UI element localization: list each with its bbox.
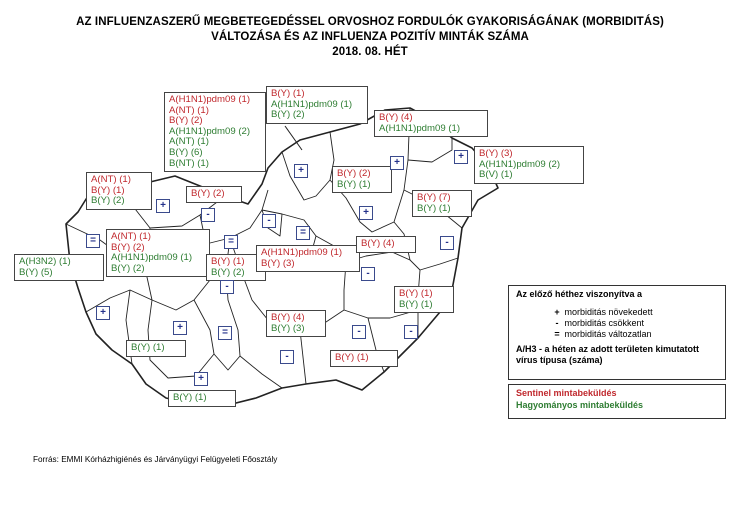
legend-increase-text: morbiditás növekedett xyxy=(564,307,653,317)
map-title-week: 2018. 08. HÉT xyxy=(332,46,408,58)
morbidity-marker-vas equals-icon: = xyxy=(86,234,100,248)
traditional-sample-line: B(Y) (3) xyxy=(271,322,305,334)
legend-box xyxy=(508,285,726,380)
traditional-sample-line: B(Y) (5) xyxy=(19,266,53,278)
county-label-hajdu xyxy=(412,190,472,217)
morbidity-marker-nograd plus-icon: + xyxy=(294,164,308,178)
sentinel-sample-line: A(H1N1)pdm09 (1) xyxy=(169,94,251,105)
legend-sample-type-box xyxy=(508,384,726,419)
sentinel-sample-line: B(Y) (4) xyxy=(271,312,305,323)
sentinel-sample-line: B(Y) (1) xyxy=(399,288,433,299)
morbidity-marker-fejer minus-icon: - xyxy=(220,280,234,294)
traditional-sample-line: B(Y) (1) xyxy=(337,178,371,190)
sentinel-sample-line: A(NT) (1) xyxy=(169,104,209,116)
morbidity-marker-gyor plus-icon: + xyxy=(156,199,170,213)
sentinel-sample-line: A(H1N1)pdm09 (1) xyxy=(261,247,343,258)
legend-row-increase xyxy=(516,307,718,318)
sentinel-sample-line: B(Y) (1) xyxy=(91,184,125,196)
traditional-sample-line: A(H1N1)pdm09 (2) xyxy=(169,125,251,137)
traditional-sample-line: A(H1N1)pdm09 (1) xyxy=(271,98,353,110)
morbidity-marker-borsod plus-icon: + xyxy=(390,156,404,170)
county-label-vas xyxy=(14,254,104,281)
morbidity-marker-bacs minus-icon: - xyxy=(280,350,294,364)
traditional-sample-line: B(Y) (6) xyxy=(169,146,203,158)
source-note: Forrás: EMMI Kórházhigiénés és Járványügyi Felügyeleti Főosztály xyxy=(33,455,278,464)
county-label-komarom xyxy=(186,186,242,203)
traditional-sample-line: A(H1N1)pdm09 (2) xyxy=(479,158,561,170)
morbidity-marker-szolnok minus-icon: - xyxy=(361,267,375,281)
morbidity-marker-csongrad minus-icon: - xyxy=(352,325,366,339)
morbidity-marker-veszprem equals-icon: = xyxy=(224,235,238,249)
morbidity-marker-baranya plus-icon: + xyxy=(194,372,208,386)
morbidity-marker-komarom minus-icon: - xyxy=(201,208,215,222)
morbidity-marker-bekes minus-icon: - xyxy=(404,325,418,339)
morbidity-marker-hajdu minus-icon: - xyxy=(440,236,454,250)
sentinel-sample-line: B(Y) (4) xyxy=(361,238,395,249)
county-label-somogy xyxy=(126,340,186,357)
county-label-veszprem xyxy=(106,229,210,277)
sentinel-sample-line: B(Y) (2) xyxy=(111,241,145,253)
legend-title: Az előző héthez viszonyítva a xyxy=(516,289,643,299)
traditional-sample-line: B(Y) (2) xyxy=(271,109,305,121)
traditional-sample-line: A(H1N1)pdm09 (1) xyxy=(379,122,461,134)
county-label-pest-north xyxy=(164,92,266,172)
sentinel-sample-line: B(Y) (3) xyxy=(479,148,513,159)
county-label-bekes xyxy=(394,286,454,313)
morbidity-marker-pest equals-icon: = xyxy=(296,226,310,240)
legend-decrease-text: morbiditás csökkent xyxy=(564,318,645,328)
county-label-szabolcs xyxy=(474,146,584,184)
minus-icon: - xyxy=(555,318,559,328)
traditional-sample-line: B(V) (1) xyxy=(479,169,513,181)
plus-icon: + xyxy=(554,307,560,317)
traditional-sample-line: A(NT) (1) xyxy=(169,136,209,148)
legend-note-line-1: A/H3 - a héten az adott területen kimutatott xyxy=(516,344,700,354)
traditional-sample-line: B(Y) (1) xyxy=(417,202,451,214)
map-title-line-1: AZ INFLUENZASZERŰ MEGBETEGEDÉSSEL ORVOSHOZ FORDULÓK GYAKORISÁGÁNAK (MORBIDITÁS) xyxy=(76,16,664,28)
legend-row-decrease xyxy=(516,318,718,329)
sentinel-sample-line: A(NT) (1) xyxy=(111,231,151,242)
county-label-borsod xyxy=(374,110,488,137)
legend-unchanged-text: morbiditás változatlan xyxy=(564,329,652,339)
legend-row-unchanged xyxy=(516,329,718,340)
morbidity-marker-heves plus-icon: + xyxy=(359,206,373,220)
sentinel-sample-line: A(NT) (1) xyxy=(91,174,131,185)
sentinel-sample-line: B(Y) (4) xyxy=(379,112,413,123)
traditional-sample-line: B(Y) (1) xyxy=(399,298,433,310)
county-label-baranya xyxy=(168,390,236,407)
legend-traditional: Hagyományos mintabeküldés xyxy=(516,399,644,410)
sentinel-sample-line: B(Y) (3) xyxy=(261,257,295,269)
traditional-sample-line: B(NT) (1) xyxy=(169,157,209,169)
sentinel-sample-line: B(Y) (1) xyxy=(211,256,245,267)
county-label-pest-south xyxy=(256,245,360,272)
morbidity-marker-somogy plus-icon: + xyxy=(173,321,187,335)
sentinel-sample-line: B(Y) (2) xyxy=(191,188,225,199)
county-label-gyor xyxy=(86,172,152,210)
leader-line xyxy=(285,126,302,150)
equals-icon: = xyxy=(554,329,560,339)
morbidity-marker-szabolcs plus-icon: + xyxy=(454,150,468,164)
morbidity-marker-tolna equals-icon: = xyxy=(218,326,232,340)
sentinel-sample-line: B(Y) (7) xyxy=(417,192,451,203)
county-label-csongrad xyxy=(330,350,398,367)
legend-note-line-2: vírus típusa (száma) xyxy=(516,355,603,365)
traditional-sample-line: A(H3N2) (1) xyxy=(19,256,71,267)
traditional-sample-line: B(Y) (2) xyxy=(211,266,245,278)
county-label-bacs xyxy=(266,310,326,337)
sentinel-sample-line: B(Y) (2) xyxy=(169,115,203,127)
sentinel-sample-line: B(Y) (2) xyxy=(337,168,371,179)
sentinel-sample-line: B(Y) (1) xyxy=(271,88,305,99)
morbidity-marker-zala plus-icon: + xyxy=(96,306,110,320)
map-title-line-2: VÁLTOZÁSA ÉS AZ INFLUENZA POZITÍV MINTÁK SZÁMA xyxy=(211,31,529,43)
morbidity-marker-budapest minus-icon: - xyxy=(262,214,276,228)
traditional-sample-line: A(H1N1)pdm09 (1) xyxy=(111,252,193,264)
county-label-szolnok xyxy=(356,236,416,253)
county-label-heves xyxy=(332,166,392,193)
traditional-sample-line: B(Y) (1) xyxy=(173,392,207,403)
traditional-sample-line: B(Y) (2) xyxy=(91,195,125,207)
traditional-sample-line: B(Y) (2) xyxy=(111,262,145,274)
legend-sentinel: Sentinel mintabeküldés xyxy=(516,388,617,398)
traditional-sample-line: B(Y) (1) xyxy=(131,342,165,353)
county-label-nograd xyxy=(266,86,368,124)
sentinel-sample-line: B(Y) (1) xyxy=(335,352,369,363)
